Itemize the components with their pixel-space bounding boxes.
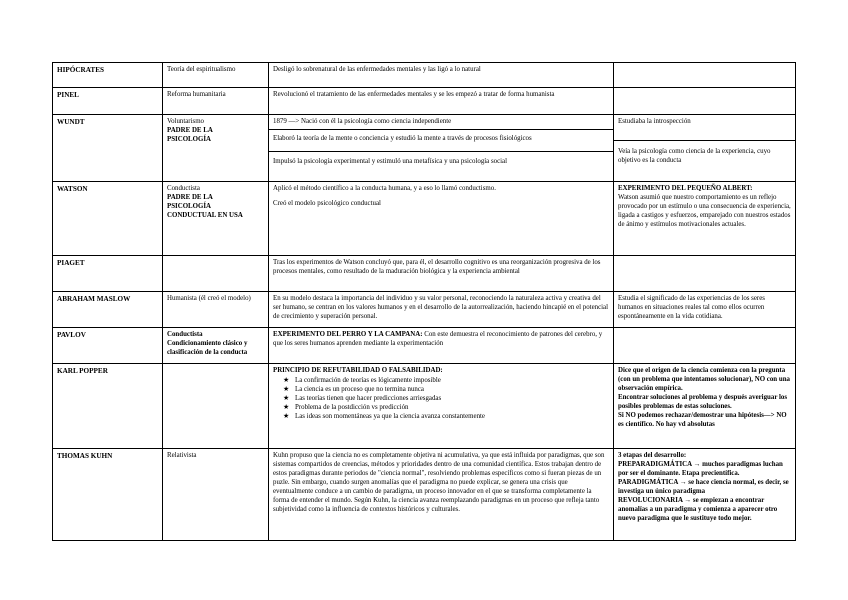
theory-line: PSICOLOGÍA xyxy=(167,203,212,210)
author-contribution xyxy=(269,328,614,364)
contribution-line: Impulsó la psicología experimental y estimuló una metafísica y una psicología social xyxy=(273,158,508,165)
author-contribution xyxy=(269,115,614,182)
author-name: THOMAS KUHN xyxy=(53,449,163,541)
author-notes xyxy=(614,182,796,256)
theory-line: CONDUCTUAL EN USA xyxy=(167,212,243,219)
author-notes xyxy=(614,63,796,88)
principles-list xyxy=(273,376,609,421)
authors-table xyxy=(52,62,796,541)
contribution-title: EXPERIMENTO DEL PERRO Y LA CAMPANA: xyxy=(273,331,423,338)
notes-line: Veía la psicología como ciencia de la experiencia, cuyo objetivo es la conducta xyxy=(618,148,771,164)
author-notes: Estudia el significado de las experiencias de los seres humanos en situaciones reales tal como ellos ocurren espontáneamente en la vida cotidiana. xyxy=(614,292,796,328)
author-name: PAVLOV xyxy=(53,328,163,364)
list-item: ★ Problema de la postdicción vs predicción xyxy=(283,403,609,412)
notes-title: EXPERIMENTO DEL PEQUEÑO ALBERT: xyxy=(618,185,753,192)
author-name: WUNDT xyxy=(53,115,163,182)
table-row xyxy=(53,292,796,328)
author-theory: Reforma humanitaria xyxy=(163,88,269,115)
author-notes xyxy=(614,256,796,292)
table-row xyxy=(53,63,796,88)
author-name: WATSON xyxy=(53,182,163,256)
author-contribution xyxy=(269,182,614,256)
author-contribution: Kuhn propuso que la ciencia no es completamente objetiva ni acumulativa, ya que está influida por paradigmas, que son sistemas compartidos de creencias, métodos y prioridades dentro de una comunidad científica. Estos trabajan dentro de estos paradigmas durante periodos de "ciencia normal", resolviendo problemas específicos como si fueran piezas de un puzle. Sin embargo, cuando surgen anomalías que el paradigma no puede explicar, se genera una crisis que eventualmente conduce a un cambio de paradigma, un proceso innovador en el que se transforma completamente la forma de entender el mundo. Según Kuhn, la ciencia avanza reemplazando paradigmas en un proceso que refleja tanto subjetividad como la influencia de contextos históricos y culturales. xyxy=(269,449,614,541)
author-theory xyxy=(163,182,269,256)
table-row xyxy=(53,182,796,256)
notes-text: Watson asumió que nuestro comportamiento es un reflejo provocado por un estímulo o una consecuencia de experiencia, ligada a castigos y esfuerzos, emparejado con nuestros estados de ánimo y estímulos motivacionales actuales. xyxy=(618,194,791,228)
list-item: ★ La confirmación de teorías es lógicamente imposible xyxy=(283,376,609,385)
author-notes xyxy=(614,88,796,115)
notes-line: Si NO podemos rechazar/demostrar una hipótesis—> NO es científico. No hay vd absolutas xyxy=(618,412,787,428)
author-name: ABRAHAM MASLOW xyxy=(53,292,163,328)
author-theory xyxy=(163,256,269,292)
theory-line: Conductista xyxy=(167,331,203,338)
table-row xyxy=(53,328,796,364)
author-contribution: Tras los experimentos de Watson concluyó que, para él, el desarrollo cognitivo es una reorganización progresiva de los procesos mentales, como resultado de la maduración biológica y la experiencia ambiental xyxy=(269,256,614,292)
author-name: PINEL xyxy=(53,88,163,115)
notes-line: Encontrar soluciones al problema y después averiguar los posibles problemas de estas soluciones. xyxy=(618,394,788,410)
author-name: HIPÓCRATES xyxy=(53,63,163,88)
contribution-text: Con este demuestra el reconocimiento de patrones del cerebro, y que los seres humanos aprenden mediante la experimentación xyxy=(273,331,603,347)
list-item: ★ Las teorías tienen que hacer predicciones arriesgadas xyxy=(283,394,609,403)
author-theory xyxy=(163,115,269,182)
author-theory: Teoría del espiritualismo xyxy=(163,63,269,88)
contribution-line: Elaboró la teoría de la mente o conciencia y estudió la mente a través de procesos fisiológicos xyxy=(269,130,613,152)
author-contribution: Revolucionó el tratamiento de las enfermedades mentales y se les empezó a tratar de forma humanista xyxy=(269,88,614,115)
author-notes xyxy=(614,328,796,364)
notes-line: 3 etapas del desarrollo: xyxy=(618,452,687,459)
author-name: KARL POPPER xyxy=(53,364,163,449)
author-theory: Relativista xyxy=(163,449,269,541)
notes-line: PARADIGMÁTICA → se hace ciencia normal, es decir, se investiga un único paradigma xyxy=(618,479,789,495)
notes-line: Estudiaba la introspección xyxy=(614,117,795,141)
table-row xyxy=(53,88,796,115)
table-row xyxy=(53,256,796,292)
contribution-line: 1879 —> Nació con él la psicología como ciencia independiente xyxy=(269,117,613,130)
theory-line: PSICOLOGÍA xyxy=(167,136,212,143)
list-item: ★ La ciencia es un proceso que no termina nunca xyxy=(283,385,609,394)
author-notes xyxy=(614,449,796,541)
notes-line: REVOLUCIONARIA → se empiezan a encontrar anomalías a un paradigma y comienza a aparecer otro nuevo paradigma que le sustituye todo mejor. xyxy=(618,497,778,522)
author-theory: Humanista (él creó el modelo) xyxy=(163,292,269,328)
table-row xyxy=(53,115,796,182)
theory-line: Voluntarismo xyxy=(167,118,205,125)
author-theory xyxy=(163,364,269,449)
list-item: ★ Las ideas son momentáneas ya que la ciencia avanza constantemente xyxy=(283,412,609,421)
author-contribution xyxy=(269,364,614,449)
theory-line: PADRE DE LA xyxy=(167,127,213,134)
author-theory xyxy=(163,328,269,364)
author-notes xyxy=(614,364,796,449)
theory-line: Conductista xyxy=(167,185,200,192)
author-notes xyxy=(614,115,796,182)
author-name: PIAGET xyxy=(53,256,163,292)
contribution-line: Aplicó el método científico a la conducta humana, y a eso lo llamó conductismo. xyxy=(273,185,496,192)
contribution-title: PRINCIPIO DE REFUTABILIDAD O FALSABILIDAD: xyxy=(273,367,443,374)
contribution-line: Creó el modelo psicológico conductual xyxy=(273,200,381,207)
table-row xyxy=(53,364,796,449)
author-contribution: Desligó lo sobrenatural de las enfermedades mentales y las ligó a lo natural xyxy=(269,63,614,88)
theory-line: Condicionamiento clásico y clasificación de la conducta xyxy=(167,340,248,356)
theory-line: PADRE DE LA xyxy=(167,194,213,201)
notes-line: Dice que el origen de la ciencia comienza con la pregunta (con un problema que intentamos solucionar), NO con una observación empírica. xyxy=(618,367,790,392)
notes-line: PREPARADIGMÁTICA → muchos paradigmas luchan por ser el dominante. Etapa precientífica. xyxy=(618,461,783,477)
table-row xyxy=(53,449,796,541)
author-contribution: En su modelo destaca la importancia del individuo y su valor personal, reconociendo la naturaleza activa y creativa del ser humano, se centran en los valores humanos y en el desarrollo de la autorrealización, haciendo hincapié en el potencial de crecimiento y superación personal. xyxy=(269,292,614,328)
